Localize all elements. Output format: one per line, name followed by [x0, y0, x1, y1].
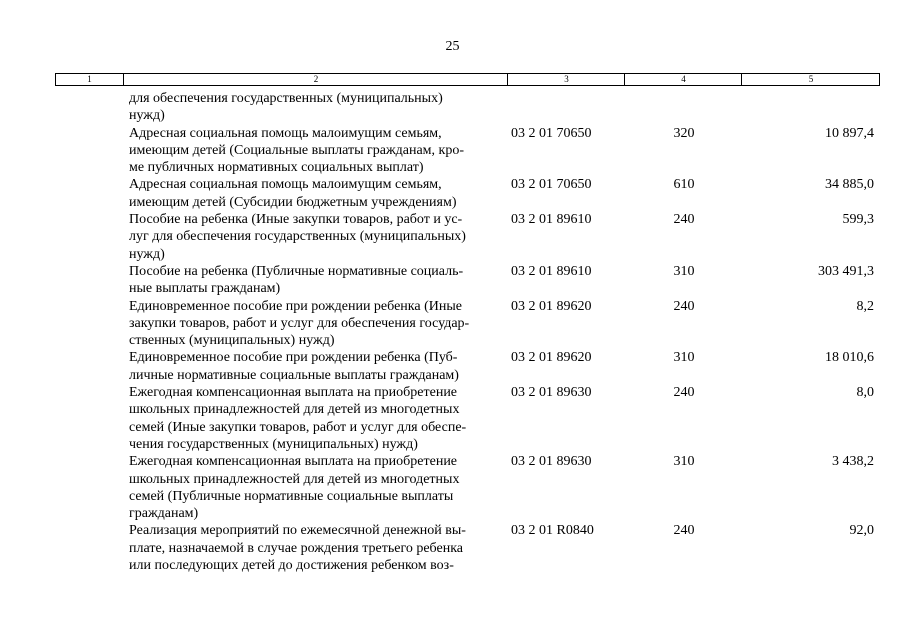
table-row: [0, 125, 905, 177]
row-code: 03 2 01 89620: [511, 298, 592, 314]
row-description: [129, 176, 501, 211]
table-row: [0, 453, 905, 522]
row-expense-type: 320: [673, 125, 695, 141]
column-header-3: 3: [507, 74, 625, 85]
description-line: Адресная социальная помощь малоимущим семьям,: [129, 125, 442, 141]
description-line: нужд): [129, 108, 165, 124]
row-amount: 18 010,6: [825, 350, 874, 366]
row-amount: 3 438,2: [832, 454, 874, 470]
row-code: 03 2 01 89620: [511, 350, 592, 366]
row-amount: 10 897,4: [825, 125, 874, 141]
description-line: Ежегодная компенсационная выплата на приобретение: [129, 385, 458, 401]
row-expense-type: 310: [673, 350, 695, 366]
description-line: Единовременное пособие при рождении ребенка (Пуб-: [129, 350, 458, 366]
row-description: [129, 125, 501, 177]
column-header-1: 1: [87, 74, 92, 84]
description-line: Пособие на ребенка (Публичные нормативные социаль-: [129, 263, 464, 279]
description-line: ственных (муниципальных) нужд): [129, 333, 335, 349]
row-expense-type: 610: [673, 177, 695, 193]
row-expense-type: 310: [673, 263, 695, 279]
row-amount: 303 491,3: [818, 263, 874, 279]
row-description: [129, 522, 501, 574]
table-row: [0, 298, 905, 350]
description-line: школьных принадлежностей для детей из многодетных: [129, 402, 460, 418]
row-code: 03 2 01 R0840: [511, 523, 594, 539]
row-description: [129, 263, 501, 298]
description-line: луг для обеспечения государственных (муниципальных): [129, 229, 466, 245]
description-line: чения государственных (муниципальных) нужд): [129, 436, 418, 452]
row-expense-type: 310: [673, 454, 695, 470]
table-row: [0, 384, 905, 453]
row-description: [129, 211, 501, 263]
description-line: для обеспечения государственных (муниципальных): [129, 91, 443, 106]
row-description: [129, 453, 501, 522]
table-body: [0, 90, 905, 574]
description-line: нужд): [129, 246, 165, 262]
description-line: семей (Иные закупки товаров, работ и услуг для обеспе-: [129, 419, 467, 435]
description-line: ме публичных нормативных социальных выплат): [129, 160, 424, 176]
row-amount: 599,3: [842, 212, 874, 228]
row-expense-type: 240: [673, 298, 695, 314]
description-line: Единовременное пособие при рождении ребенка (Иные: [129, 298, 462, 314]
row-description: [129, 298, 501, 350]
description-line: имеющим детей (Социальные выплаты гражданам, кро-: [129, 142, 464, 158]
description-line: гражданам): [129, 506, 199, 522]
row-expense-type: 240: [673, 385, 695, 401]
column-header-4: 4: [624, 74, 742, 85]
description-line: закупки товаров, работ и услуг для обеспечения государ-: [129, 315, 470, 331]
row-amount: 34 885,0: [825, 177, 874, 193]
page-number: 25: [445, 39, 460, 54]
row-description: [129, 349, 501, 384]
row-code: 03 2 01 70650: [511, 177, 592, 193]
table-row: [0, 90, 905, 125]
column-header-2: 2: [123, 74, 508, 85]
row-code: 03 2 01 89630: [511, 454, 592, 470]
description-line: ные выплаты гражданам): [129, 281, 281, 297]
description-line: Пособие на ребенка (Иные закупки товаров, работ и ус-: [129, 212, 463, 228]
row-amount: 92,0: [849, 523, 874, 539]
row-amount: 8,2: [856, 298, 874, 314]
description-line: имеющим детей (Субсидии бюджетным учреждениям): [129, 194, 457, 210]
table-header-row: [55, 73, 880, 86]
description-line: Ежегодная компенсационная выплата на приобретение: [129, 454, 458, 470]
row-code: 03 2 01 89630: [511, 385, 592, 401]
description-line: или последующих детей до достижения ребенком воз-: [129, 558, 454, 574]
column-header-5: 5: [741, 74, 880, 85]
table-row: [0, 263, 905, 298]
description-line: семей (Публичные нормативные социальные выплаты: [129, 488, 454, 504]
row-description: [129, 384, 501, 453]
row-code: 03 2 01 70650: [511, 125, 592, 141]
description-line: школьных принадлежностей для детей из многодетных: [129, 471, 460, 487]
description-line: плате, назначаемой в случае рождения третьего ребенка: [129, 540, 464, 556]
row-amount: 8,0: [856, 385, 874, 401]
description-line: Адресная социальная помощь малоимущим семьям,: [129, 177, 442, 193]
table-row: [0, 349, 905, 384]
row-description: [129, 90, 501, 125]
table-row: [0, 211, 905, 263]
row-expense-type: 240: [673, 212, 695, 228]
row-expense-type: 240: [673, 523, 695, 539]
description-line: личные нормативные социальные выплаты гражданам): [129, 367, 459, 383]
table-row: [0, 522, 905, 574]
table-row: [0, 176, 905, 211]
description-line: Реализация мероприятий по ежемесячной денежной вы-: [129, 523, 466, 539]
row-code: 03 2 01 89610: [511, 212, 592, 228]
row-code: 03 2 01 89610: [511, 263, 592, 279]
